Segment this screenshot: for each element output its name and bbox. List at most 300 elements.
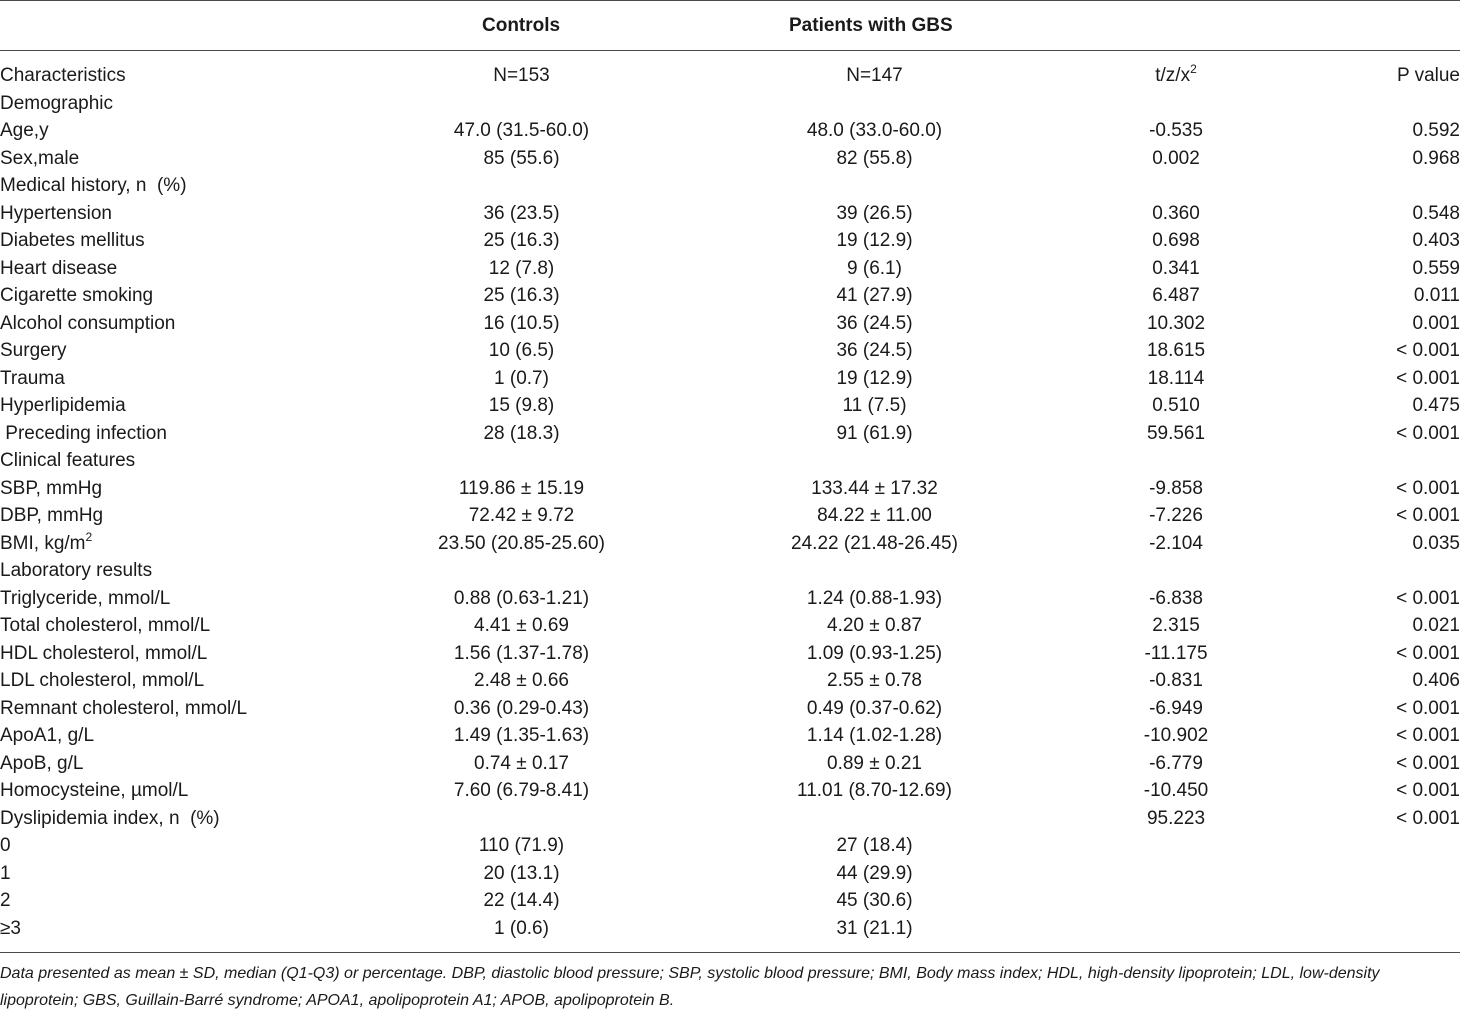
cell-controls — [320, 227, 723, 255]
cell-controls-text: 4.41 ± 0.69 — [474, 615, 569, 636]
cell-controls-text: 119.86 ± 15.19 — [458, 477, 585, 499]
cell-patients-text: 4.20 ± 0.87 — [827, 615, 922, 636]
cell-characteristic — [0, 915, 320, 943]
cell-p-value — [1326, 915, 1460, 943]
cell-characteristic-text: Hypertension — [0, 202, 112, 224]
cell-p-value — [1326, 310, 1460, 338]
cell-controls-text: 0.88 (0.63-1.21) — [453, 587, 590, 609]
cell-statistic — [1026, 805, 1326, 833]
cell-patients — [723, 915, 1026, 943]
cell-characteristic — [0, 750, 320, 778]
cell-characteristic — [0, 530, 320, 558]
cell-p-value — [1326, 200, 1460, 228]
cell-statistic — [1026, 475, 1326, 503]
cell-patients-text: 19 (12.9) — [836, 230, 913, 251]
cell-characteristic — [0, 502, 320, 530]
cell-statistic-text: -10.902 — [1143, 725, 1209, 746]
cell-characteristic-text: Age,y — [0, 120, 49, 141]
cell-p-value — [1326, 420, 1460, 448]
cell-p-value-text: < 0.001 — [1396, 505, 1460, 526]
superscript: 2 — [85, 529, 93, 544]
cell-characteristic — [0, 200, 320, 228]
cell-controls-text: 2.48 ± 0.66 — [474, 670, 569, 691]
cell-statistic-text: -2.104 — [1149, 532, 1203, 554]
cell-statistic-text: 59.561 — [1146, 422, 1206, 444]
cell-patients-text: 45 (30.6) — [836, 890, 913, 911]
cell-p-value-text: 0.548 — [1412, 202, 1460, 224]
cell-characteristic-text: Medical history, n (%) — [0, 175, 187, 196]
cell-characteristic-text: Remnant cholesterol, mmol/L — [0, 697, 248, 719]
cell-p-value — [1326, 585, 1460, 613]
cell-statistic-text: 0.360 — [1152, 202, 1200, 224]
cell-characteristic-text: Heart disease — [0, 257, 118, 279]
cell-patients-text: 0.89 ± 0.21 — [827, 752, 922, 774]
cell-patients — [723, 337, 1026, 365]
cell-statistic-text: -6.949 — [1149, 697, 1203, 719]
cell-patients — [723, 365, 1026, 393]
cell-patients — [723, 695, 1026, 723]
cell-patients — [723, 860, 1026, 888]
cell-controls — [320, 502, 723, 530]
cell-p-value — [1326, 172, 1460, 200]
cell-characteristic — [0, 117, 320, 145]
cell-patients — [723, 310, 1026, 338]
cell-characteristic — [0, 557, 320, 585]
cell-statistic-text: 0.510 — [1152, 395, 1200, 416]
cell-p-value — [1326, 337, 1460, 365]
cell-controls — [320, 695, 723, 723]
superscript: 2 — [1190, 62, 1197, 76]
cell-p-value-text: < 0.001 — [1396, 340, 1460, 361]
cell-controls-text: 15 (9.8) — [488, 395, 555, 416]
cell-controls — [320, 420, 723, 448]
cell-patients — [723, 612, 1026, 640]
cell-characteristic — [0, 62, 320, 90]
cell-patients — [723, 557, 1026, 585]
cell-characteristic — [0, 282, 320, 310]
table-row — [0, 282, 1460, 310]
cell-controls-text: 0.36 (0.29-0.43) — [453, 697, 590, 719]
cell-patients-text: 27 (18.4) — [836, 835, 913, 856]
cell-p-value — [1326, 750, 1460, 778]
cell-characteristic — [0, 145, 320, 173]
cell-patients-text: 24.22 (21.48-26.45) — [791, 532, 958, 554]
cell-statistic — [1026, 860, 1326, 888]
cell-p-value — [1326, 612, 1460, 640]
cell-statistic — [1026, 172, 1326, 200]
cell-statistic-text: 0.341 — [1152, 257, 1200, 279]
cell-statistic — [1026, 90, 1326, 118]
cell-statistic-text: 18.615 — [1146, 340, 1206, 361]
cell-patients-text: 11.01 (8.70-12.69) — [797, 780, 952, 801]
cell-characteristic — [0, 722, 320, 750]
cell-controls — [320, 172, 723, 200]
cell-patients-text: 9 (6.1) — [847, 257, 902, 279]
table-row — [0, 777, 1460, 805]
cell-characteristic — [0, 585, 320, 613]
table-row — [0, 860, 1460, 888]
cell-controls-text: 36 (23.5) — [483, 202, 560, 224]
cell-controls-text: 25 (16.3) — [483, 230, 560, 251]
cell-controls — [320, 337, 723, 365]
cell-p-value-text: 0.559 — [1412, 257, 1460, 279]
cell-statistic-text: -0.535 — [1149, 120, 1203, 141]
cell-p-value — [1326, 255, 1460, 283]
cell-controls — [320, 90, 723, 118]
cell-characteristic-text: Dyslipidemia index, n (%) — [0, 807, 220, 829]
cell-patients — [723, 282, 1026, 310]
cell-controls — [320, 612, 723, 640]
cell-characteristic-text: Trauma — [0, 367, 65, 389]
table-row — [0, 530, 1460, 558]
cell-statistic — [1026, 832, 1326, 860]
cell-characteristic — [0, 227, 320, 255]
cell-statistic — [1026, 200, 1326, 228]
cell-patients — [723, 722, 1026, 750]
cell-p-value-text: P value — [1396, 65, 1460, 86]
cell-characteristic — [0, 255, 320, 283]
cell-patients — [723, 255, 1026, 283]
cell-statistic — [1026, 695, 1326, 723]
cell-characteristic — [0, 90, 320, 118]
cell-patients-text: 1.24 (0.88-1.93) — [806, 587, 943, 609]
cell-p-value — [1326, 832, 1460, 860]
cell-p-value — [1326, 447, 1460, 475]
cell-controls — [320, 392, 723, 420]
cell-patients — [723, 117, 1026, 145]
cell-controls-text: 25 (16.3) — [483, 285, 560, 306]
cell-characteristic-text: Laboratory results — [0, 560, 153, 581]
cell-characteristic-text: Alcohol consumption — [0, 312, 176, 334]
cell-controls-text: 7.60 (6.79-8.41) — [453, 780, 590, 801]
cell-controls-text: 22 (14.4) — [483, 890, 560, 911]
cell-controls-text: 28 (18.3) — [483, 422, 560, 444]
cell-p-value — [1326, 145, 1460, 173]
cell-p-value-text: 0.406 — [1412, 670, 1460, 691]
cell-characteristic-text: LDL cholesterol, mmol/L — [0, 670, 205, 691]
cell-statistic — [1026, 887, 1326, 915]
cell-p-value-text: < 0.001 — [1396, 587, 1460, 609]
cell-statistic — [1026, 62, 1326, 90]
cell-characteristic — [0, 695, 320, 723]
cell-statistic-text: t/z/x — [1155, 65, 1191, 86]
cell-controls-text: 1.56 (1.37-1.78) — [453, 642, 590, 664]
cell-characteristic-text: BMI, kg/m — [0, 532, 86, 554]
cell-controls-text: 0.74 ± 0.17 — [474, 752, 569, 774]
table-row — [0, 117, 1460, 145]
cell-p-value — [1326, 860, 1460, 888]
cell-statistic — [1026, 530, 1326, 558]
cell-statistic — [1026, 310, 1326, 338]
cell-p-value — [1326, 695, 1460, 723]
cell-p-value — [1326, 557, 1460, 585]
cell-patients — [723, 667, 1026, 695]
cell-statistic — [1026, 255, 1326, 283]
cell-p-value — [1326, 62, 1460, 90]
cell-characteristic — [0, 805, 320, 833]
cell-p-value-text: < 0.001 — [1396, 807, 1460, 829]
cell-controls — [320, 530, 723, 558]
cell-statistic — [1026, 365, 1326, 393]
cell-patients-text: 82 (55.8) — [836, 147, 913, 169]
cell-controls — [320, 282, 723, 310]
cell-characteristic-text: 1 — [0, 862, 11, 884]
cell-controls — [320, 447, 723, 475]
cell-statistic — [1026, 640, 1326, 668]
cell-characteristic-text: SBP, mmHg — [0, 477, 103, 499]
cell-patients-text: 11 (7.5) — [842, 395, 907, 416]
cell-controls — [320, 310, 723, 338]
cell-statistic — [1026, 392, 1326, 420]
cell-controls — [320, 805, 723, 833]
cell-controls — [320, 722, 723, 750]
cell-patients — [723, 145, 1026, 173]
cell-characteristic-text: Hyperlipidemia — [0, 395, 126, 416]
cell-statistic-text: -9.858 — [1149, 477, 1203, 499]
cell-characteristic-text: HDL cholesterol, mmol/L — [0, 642, 208, 664]
cell-patients — [723, 200, 1026, 228]
cell-controls-text: 20 (13.1) — [483, 862, 560, 884]
table-row — [0, 750, 1460, 778]
cell-patients — [723, 805, 1026, 833]
cell-statistic-text: 0.002 — [1152, 147, 1200, 169]
cell-statistic — [1026, 585, 1326, 613]
table-body — [0, 62, 1460, 942]
table-row — [0, 200, 1460, 228]
cell-controls — [320, 365, 723, 393]
cell-p-value-text: < 0.001 — [1396, 642, 1460, 664]
cell-patients — [723, 502, 1026, 530]
bottom-rule — [0, 952, 1460, 953]
cell-characteristic — [0, 420, 320, 448]
cell-controls — [320, 832, 723, 860]
cell-patients-text: 31 (21.1) — [836, 917, 913, 939]
cell-characteristic — [0, 310, 320, 338]
cell-statistic-text: -11.175 — [1144, 642, 1208, 664]
cell-characteristic-text: ApoB, g/L — [0, 752, 84, 774]
cell-characteristic-text: Clinical features — [0, 450, 136, 471]
cell-statistic-text: -6.779 — [1149, 752, 1203, 774]
cell-patients — [723, 420, 1026, 448]
cell-statistic-text: -0.831 — [1149, 670, 1203, 691]
cell-statistic — [1026, 750, 1326, 778]
cell-patients-text: 48.0 (33.0-60.0) — [806, 120, 943, 141]
cell-controls — [320, 915, 723, 943]
cell-statistic — [1026, 282, 1326, 310]
cell-controls — [320, 62, 723, 90]
cell-statistic-text: 95.223 — [1146, 807, 1206, 829]
table-row — [0, 447, 1460, 475]
table-row — [0, 805, 1460, 833]
cell-statistic-text: 6.487 — [1152, 285, 1200, 306]
cell-p-value — [1326, 502, 1460, 530]
header-patients: Patients with GBS — [789, 15, 953, 36]
cell-controls — [320, 475, 723, 503]
cell-p-value-text: 0.035 — [1412, 532, 1460, 554]
cell-characteristic-text: 2 — [0, 890, 11, 911]
cell-statistic-text: -6.838 — [1149, 587, 1203, 609]
cell-p-value-text: < 0.001 — [1396, 697, 1460, 719]
cell-p-value-text: < 0.001 — [1396, 752, 1460, 774]
table-row — [0, 227, 1460, 255]
cell-controls-text: 12 (7.8) — [488, 257, 555, 279]
cell-statistic — [1026, 777, 1326, 805]
cell-statistic — [1026, 337, 1326, 365]
table-row — [0, 502, 1460, 530]
cell-characteristic — [0, 860, 320, 888]
cell-statistic — [1026, 227, 1326, 255]
cell-characteristic — [0, 612, 320, 640]
cell-patients — [723, 447, 1026, 475]
table-row — [0, 310, 1460, 338]
table-row — [0, 585, 1460, 613]
cell-controls-text: 1.49 (1.35-1.63) — [453, 725, 590, 746]
table-row — [0, 255, 1460, 283]
table-row — [0, 722, 1460, 750]
cell-statistic-text: 2.315 — [1152, 615, 1200, 636]
cell-characteristic-text: Homocysteine, µmol/L — [0, 780, 189, 801]
table-row — [0, 420, 1460, 448]
header-controls: Controls — [482, 15, 561, 36]
cell-p-value — [1326, 640, 1460, 668]
cell-patients-text: N=147 — [846, 65, 903, 86]
cell-patients-text: 41 (27.9) — [836, 285, 913, 306]
table-row — [0, 887, 1460, 915]
cell-patients-text: 91 (61.9) — [836, 422, 913, 444]
cell-characteristic-text: Diabetes mellitus — [0, 230, 145, 251]
table-row — [0, 62, 1460, 90]
cell-patients — [723, 172, 1026, 200]
cell-patients-text: 39 (26.5) — [836, 202, 913, 224]
cell-controls-text: 10 (6.5) — [488, 340, 555, 361]
cell-p-value-text: 0.021 — [1412, 615, 1460, 636]
cell-controls-text: 110 (71.9) — [478, 835, 565, 856]
cell-p-value-text: 0.592 — [1412, 120, 1460, 141]
cell-statistic — [1026, 915, 1326, 943]
cell-characteristic — [0, 667, 320, 695]
cell-patients-text: 36 (24.5) — [836, 312, 913, 334]
cell-controls — [320, 640, 723, 668]
cell-p-value — [1326, 392, 1460, 420]
cell-p-value — [1326, 475, 1460, 503]
cell-statistic — [1026, 612, 1326, 640]
cell-p-value-text: < 0.001 — [1396, 367, 1460, 389]
cell-controls — [320, 117, 723, 145]
cell-statistic — [1026, 667, 1326, 695]
cell-p-value-text: < 0.001 — [1396, 477, 1460, 499]
cell-patients — [723, 530, 1026, 558]
cell-p-value-text: 0.011 — [1413, 285, 1460, 306]
table-row — [0, 145, 1460, 173]
cell-patients — [723, 585, 1026, 613]
cell-patients-text: 1.14 (1.02-1.28) — [806, 725, 943, 746]
cell-patients-text: 2.55 ± 0.78 — [827, 670, 922, 691]
table-row — [0, 832, 1460, 860]
header-rule — [0, 50, 1460, 51]
cell-patients — [723, 90, 1026, 118]
cell-characteristic-text: 0 — [0, 835, 11, 856]
table-row — [0, 695, 1460, 723]
cell-patients — [723, 777, 1026, 805]
cell-p-value-text: 0.001 — [1412, 312, 1460, 334]
cell-p-value — [1326, 282, 1460, 310]
cell-controls — [320, 255, 723, 283]
table-row — [0, 337, 1460, 365]
cell-characteristic — [0, 365, 320, 393]
cell-characteristic — [0, 447, 320, 475]
cell-p-value — [1326, 722, 1460, 750]
cell-p-value — [1326, 887, 1460, 915]
cell-statistic — [1026, 420, 1326, 448]
cell-characteristic — [0, 337, 320, 365]
cell-controls — [320, 860, 723, 888]
cell-controls — [320, 557, 723, 585]
cell-controls-text: 1 (0.6) — [494, 917, 549, 939]
cell-p-value — [1326, 90, 1460, 118]
cell-p-value — [1326, 227, 1460, 255]
table-row — [0, 90, 1460, 118]
cell-characteristic-text: Demographic — [0, 92, 113, 114]
table-row — [0, 557, 1460, 585]
cell-statistic-text: 10.302 — [1146, 312, 1206, 334]
cell-controls — [320, 585, 723, 613]
cell-patients — [723, 227, 1026, 255]
cell-characteristic-text: Preceding infection — [0, 422, 167, 444]
cell-characteristic — [0, 392, 320, 420]
table-row — [0, 667, 1460, 695]
cell-statistic — [1026, 447, 1326, 475]
cell-patients — [723, 62, 1026, 90]
cell-characteristic-text: ≥3 — [0, 917, 21, 939]
cell-statistic — [1026, 722, 1326, 750]
cell-controls — [320, 887, 723, 915]
cell-characteristic-text: Sex,male — [0, 147, 80, 169]
cell-patients-text: 84.22 ± 11.00 — [817, 505, 932, 526]
top-rule — [0, 0, 1460, 1]
cell-characteristic — [0, 887, 320, 915]
cell-p-value — [1326, 365, 1460, 393]
cell-patients-text: 19 (12.9) — [836, 367, 913, 389]
cell-patients-text: 0.49 (0.37-0.62) — [806, 697, 943, 719]
cell-characteristic-text: ApoA1, g/L — [0, 725, 95, 746]
cell-patients — [723, 475, 1026, 503]
cell-statistic — [1026, 557, 1326, 585]
cell-characteristic — [0, 640, 320, 668]
cell-characteristic-text: Total cholesterol, mmol/L — [0, 615, 211, 636]
cell-patients-text: 44 (29.9) — [836, 862, 913, 884]
cell-controls — [320, 667, 723, 695]
cell-p-value — [1326, 667, 1460, 695]
cell-controls — [320, 200, 723, 228]
cell-p-value — [1326, 117, 1460, 145]
cell-controls — [320, 777, 723, 805]
cell-p-value-text: 0.968 — [1412, 147, 1460, 169]
cell-p-value-text: 0.475 — [1412, 395, 1460, 416]
cell-characteristic-text: Triglyceride, mmol/L — [0, 587, 171, 609]
cell-statistic-text: -7.226 — [1149, 505, 1203, 526]
cell-p-value — [1326, 777, 1460, 805]
cell-characteristic-text: Characteristics — [0, 65, 126, 86]
cell-p-value-text: < 0.001 — [1396, 725, 1460, 746]
cell-controls-text: 47.0 (31.5-60.0) — [453, 120, 590, 141]
cell-statistic-text: 18.114 — [1147, 367, 1205, 389]
cell-statistic-text: 0.698 — [1152, 230, 1200, 251]
cell-statistic — [1026, 502, 1326, 530]
cell-p-value — [1326, 530, 1460, 558]
cell-characteristic — [0, 475, 320, 503]
table-row — [0, 365, 1460, 393]
cell-patients — [723, 832, 1026, 860]
